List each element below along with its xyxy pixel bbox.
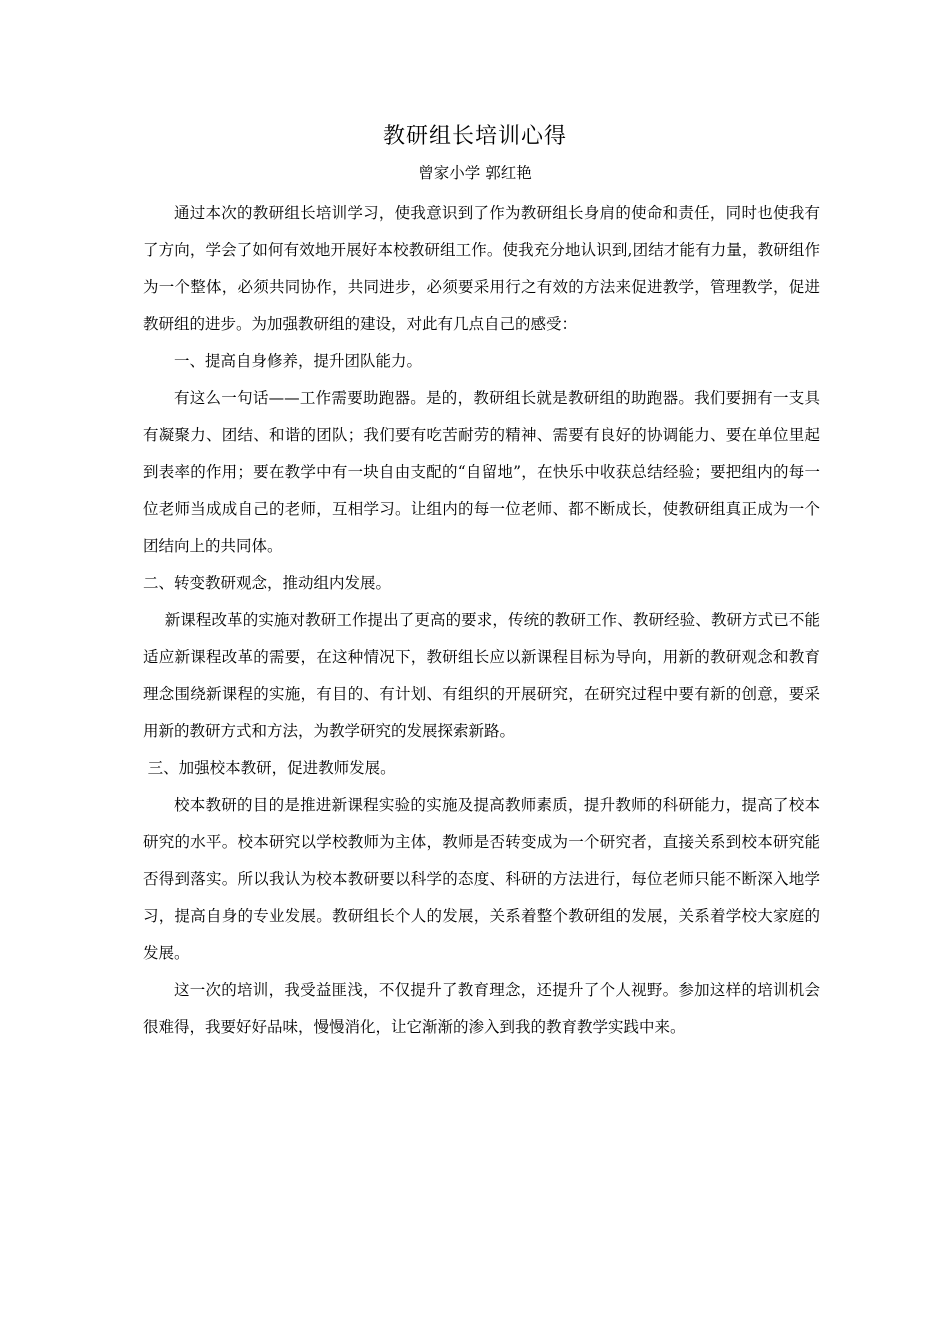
section-paragraph-2: 新课程改革的实施对教研工作提出了更高的要求，传统的教研工作、教研经验、教研方式已不能适应新课程改革的需要，在这种情况下，教研组长应以新课程目标为导向，用新的教研观念和教育理念围绕新课程的实施，有目的、有计划、有组织的开展研究，在研究过程中要有新的创意，要采用新的教研方式和方法，为教学研究的发展探索新路。 (143, 611, 820, 740)
section-heading-3: 三、加强校本教研，促进教师发展。 (147, 759, 396, 777)
author-byline: 曾家小学 郭红艳 (418, 164, 532, 182)
section-heading-1: 一、提高自身修养，提升团队能力。 (174, 352, 423, 370)
conclusion-paragraph: 这一次的培训，我受益匪浅，不仅提升了教育理念，还提升了个人视野。参加这样的培训机会很难得，我要好好品味，慢慢消化，让它渐渐的渗入到我的教育教学实践中来。 (143, 981, 820, 1036)
section-paragraph-1: 有这么一句话——工作需要助跑器。是的，教研组长就是教研组的助跑器。我们要拥有一支具有凝聚力、团结、和谐的团队；我们要有吃苦耐劳的精神、需要有良好的协调能力、要在单位里起到表率的作用；要在教学中有一块自由支配的“自留地”，在快乐中收获总结经验；要把组内的每一位老师当成成自己的老师，互相学习。让组内的每一位老师、都不断成长，使教研组真正成为一个团结向上的共同体。 (143, 389, 820, 555)
document-body (143, 195, 820, 1046)
intro-paragraph: 通过本次的教研组长培训学习，使我意识到了作为教研组长身肩的使命和责任，同时也使我有了方向，学会了如何有效地开展好本校教研组工作。使我充分地认识到,团结才能有力量，教研组作为一个整体，必须共同协作，共同进步，必须要采用行之有效的方法来促进教学，管理教学，促进教研组的进步。为加强教研组的建设，对此有几点自己的感受： (143, 204, 820, 333)
document-title: 教研组长培训心得 (382, 124, 567, 149)
section-heading-2: 二、转变教研观念，推动组内发展。 (143, 574, 392, 592)
section-paragraph-3: 校本教研的目的是推进新课程实验的实施及提高教师素质，提升教师的科研能力，提高了校本研究的水平。校本研究以学校教师为主体，教师是否转变成为一个研究者，直接关系到校本研究能否得到落实。所以我认为校本教研要以科学的态度、科研的方法进行，每位老师只能不断深入地学习，提高自身的专业发展。教研组长个人的发展，关系着整个教研组的发展，关系着学校大家庭的发展。 (143, 796, 820, 962)
